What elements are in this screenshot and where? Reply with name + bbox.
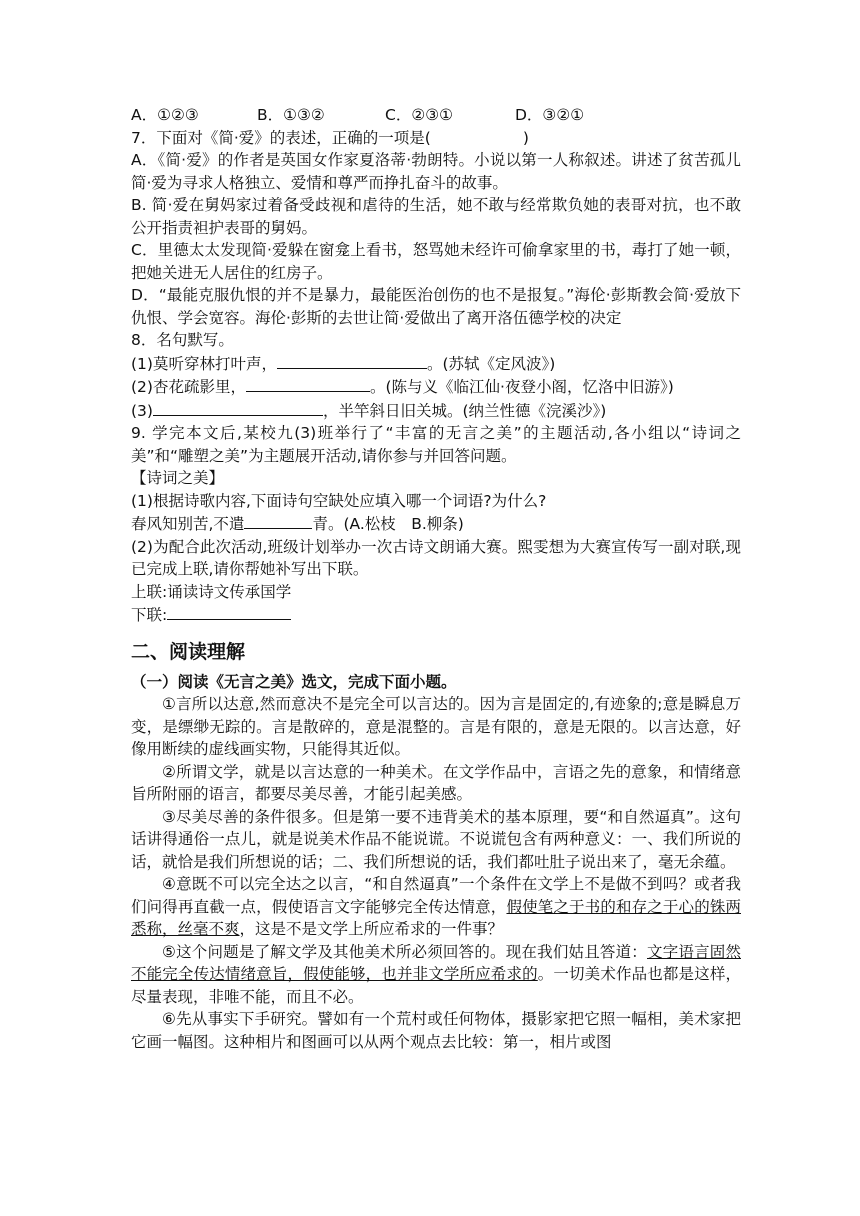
q9-stem: 9. 学完本文后,某校九(3)班举行了“丰富的无言之美”的主题活动,各小组以“诗词之美”和“雕塑之美”为主题展开活动,请你参与并回答问题。 — [131, 424, 741, 465]
q8-blank-2[interactable] — [246, 375, 370, 392]
p5-text-b: 。一切美术作品也都是这样，尽量表现，非唯不能，而且不必。 — [131, 965, 741, 1006]
document-content — [131, 104, 741, 1053]
q9-poem-blank[interactable] — [244, 512, 312, 529]
q8-line-3 — [131, 399, 741, 423]
q9-lower-couplet — [131, 603, 741, 627]
section-subheading: （一）阅读《无言之美》选文，完成下面小题。 — [131, 672, 457, 691]
q9-sub2: (2)为配合此次活动,班级计划举办一次古诗文朗诵大赛。熙雯想为大赛宣传写一副对联,现已完成上联,请你帮她补写出下联。 — [131, 537, 741, 578]
passage-paragraph-2: ②所谓文学，就是以言达意的一种美术。在文学作品中，言语之先的意象，和情绪意旨所附丽的语言，都要尽美尽善，才能引起美感。 — [131, 762, 741, 803]
option-c: C．②③① — [385, 106, 454, 124]
option-d: D．③②① — [515, 106, 585, 124]
q9-upper-couplet: 上联:诵读诗文传承国学 — [131, 582, 292, 601]
p5-underlined-sentence: 文字语言固然不能完全传达情绪意旨，假使能够，也并非文学所应希求的 — [131, 942, 741, 983]
q8-blank-3[interactable] — [153, 399, 323, 416]
q7-option-c: C．里德太太发现简·爱躲在窗龛上看书，怒骂她未经许可偷拿家里的书，毒打了她一顿，把她关进无人居住的红房子。 — [131, 241, 741, 282]
q8-title: 8．名句默写。 — [131, 331, 234, 349]
option-b: B．①③② — [257, 106, 325, 124]
p4-underlined-sentence: 假使笔之于书的和存之于心的铢两悉称，丝毫不爽 — [131, 897, 741, 938]
q6-options — [131, 104, 741, 127]
q9-poem-before: 春风知别苦,不遣 — [131, 515, 245, 533]
q9-section-title: 【诗词之美】 — [131, 469, 225, 487]
p4-text-a: ④意既不可以完全达之以言，“和自然逼真”一个条件在文学上不是做不到吗？或者我们问得再直截一点，假使语言文字能够完全传达情意， — [131, 875, 741, 916]
passage-paragraph-4 — [131, 873, 741, 941]
q7-stem-text: 7．下面对《简·爱》的表述，正确的一项是( — [131, 128, 431, 147]
q8-l3-before: (3) — [131, 401, 153, 420]
q7-option-b: B. 简·爱在舅妈家过着备受歧视和虐待的生活，她不敢与经常欺负她的表哥对抗，也不敢公开指责袒护表哥的舅妈。 — [131, 196, 741, 237]
passage-paragraph-6: ⑥先从事实下手研究。譬如有一个荒村或任何物体，摄影家把它照一幅相，美术家把它画一幅图。这种相片和图画可以从两个观点去比较：第一，相片或图 — [131, 1010, 741, 1051]
q8-line-2 — [131, 375, 741, 399]
q8-l1-before: (1)莫听穿林打叶声， — [131, 354, 277, 373]
q8-l1-after: 。(苏轼《定风波》) — [426, 354, 556, 373]
section-heading: 二、阅读理解 — [131, 640, 246, 663]
option-a: A．①②③ — [131, 106, 199, 124]
q8-l2-after: 。(陈与义《临江仙·夜登小阁，忆洛中旧游》) — [369, 378, 674, 396]
passage-paragraph-1: ①言所以达意,然而意决不是完全可以言达的。因为言是固定的,有迹象的;意是瞬息万变，是缥缈无踪的。言是散碎的，意是混整的。言是有限的，意是无限的。以言达意，好像用断续的虚线画实物，只能得其近似。 — [131, 695, 741, 758]
q8-blank-1[interactable] — [277, 352, 427, 369]
q7-option-a: A．《简·爱》的作者是英国女作家夏洛蒂·勃朗特。小说以第一人称叙述。讲述了贫苦孤儿简·爱为寻求人格独立、爱情和尊严而挣扎奋斗的故事。 — [131, 151, 741, 192]
passage-paragraph-5 — [131, 941, 741, 1009]
p4-text-b: ，这是不是文学上所应希求的一件事？ — [239, 920, 504, 938]
q8-l3-after: ，半竿斜日旧关城。(纳兰性德《浣溪沙》) — [322, 401, 607, 420]
q9-poem-line — [131, 512, 741, 536]
passage-paragraph-3: ③尽美尽善的条件很多。但是第一要不违背美术的基本原理，要“和自然逼真”。这句话讲得通俗一点儿，就是说美术作品不能说谎。不说谎包含有两种意义：一、我们所说的话，就恰是我们所想说的话；二、我们所想说的话，我们都吐肚子说出来了，毫无余蕴。 — [131, 807, 741, 871]
q7-stem — [131, 127, 741, 150]
q9-lower-blank[interactable] — [167, 603, 291, 620]
q9-sub1: (1)根据诗歌内容,下面诗句空缺处应填入哪一个词语?为什么? — [131, 491, 547, 510]
q9-poem-after: 青。(A.松枝 B.柳条) — [312, 515, 464, 533]
q9-lower-label: 下联: — [131, 606, 168, 624]
q8-line-1 — [131, 352, 741, 376]
q8-l2-before: (2)杏花疏影里， — [131, 378, 246, 396]
q7-stem-close: ) — [522, 128, 529, 147]
q7-option-d: D．“最能克服仇恨的并不是暴力，最能医治创伤的也不是报复。”海伦·彭斯教会简·爱放下仇恨、学会宽容。海伦·彭斯的去世让简·爱做出了离开洛伍德学校的决定 — [131, 286, 741, 327]
p5-text-a: ⑤这个问题是了解文学及其他美术所必须回答的。现在我们姑且答道： — [162, 942, 647, 961]
